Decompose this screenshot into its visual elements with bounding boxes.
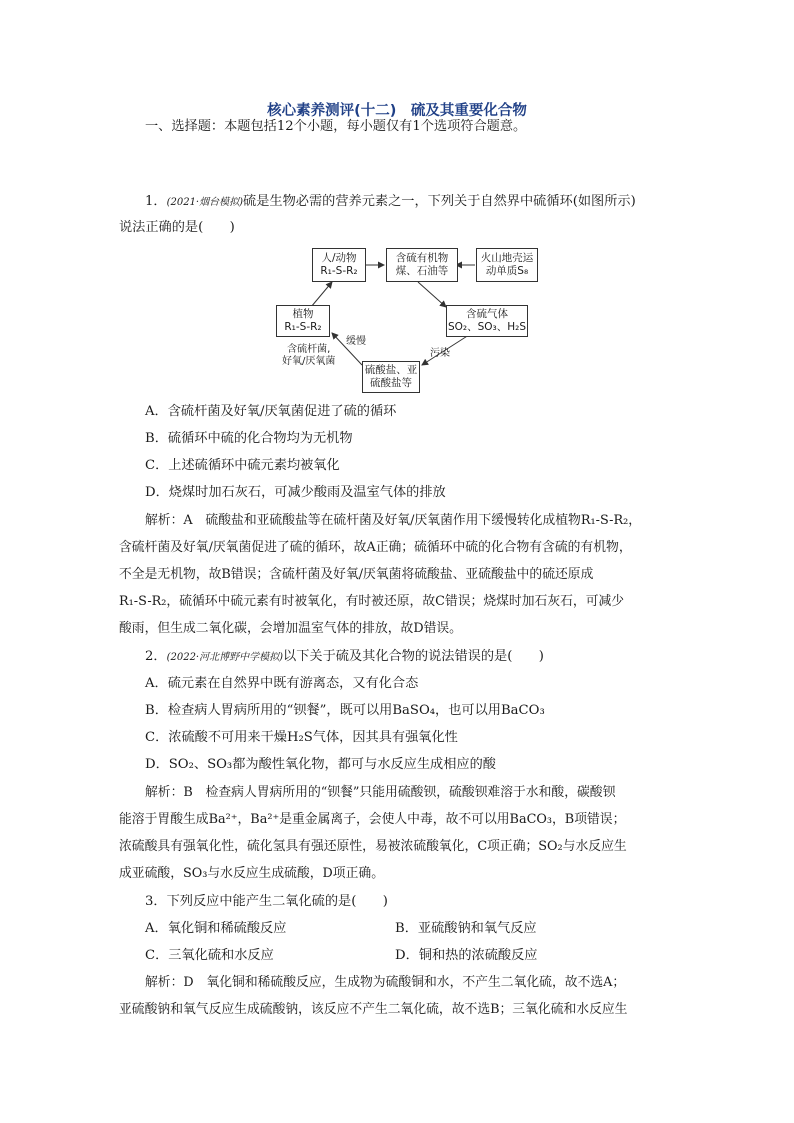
q1-option-d: D．烧煤时加石灰石，可减少酸雨及温室气体的排放 — [145, 485, 446, 500]
q2-option-c: C．浓硫酸不可用来干燥H₂S气体，因其具有强氧化性 — [145, 730, 458, 745]
q1-option-b: B．硫循环中硫的化合物均为无机物 — [145, 431, 353, 446]
node-volcano-label: 火山地壳运 — [480, 252, 534, 264]
q1-number: 1． — [145, 194, 167, 209]
q2-option-a: A．硫元素在自然界中既有游离态，又有化合态 — [145, 676, 419, 691]
node-animals-formula: R₁-S-R₂ — [320, 265, 358, 277]
node-plants — [276, 305, 330, 337]
node-gas — [446, 305, 528, 337]
q1-stem — [145, 193, 636, 212]
label-slow: 缓慢 — [346, 336, 366, 347]
q2-source: (2022·河北博野中学模拟) — [166, 652, 284, 663]
node-salts — [362, 361, 420, 393]
page-title: 核心素养测评(十二) 硫及其重要化合物 — [267, 103, 527, 119]
node-gas-formulas: SO₂、SO₃、H₂S — [447, 321, 527, 333]
q2-option-d: D．SO₂、SO₃都为酸性氧化物，都可与水反应生成相应的酸 — [145, 757, 496, 772]
q3-option-b: B．亚硫酸钠和氧气反应 — [395, 921, 537, 936]
node-salts-line2: 硫酸盐等 — [370, 377, 412, 389]
node-volcano — [476, 248, 538, 282]
q1-stem-text: 硫是生物必需的营养元素之一，下列关于自然界中硫循环(如图所示) — [243, 194, 636, 209]
q2-analysis-line2: 能溶于胃酸生成Ba²⁺，Ba²⁺是重金属离子，会使人中毒，故不可以用BaCO₃，B项错误； — [119, 812, 626, 827]
q3-option-c: C．三氧化硫和水反应 — [145, 948, 274, 963]
q2-stem-text: 以下关于硫及其化合物的说法错误的是( ) — [283, 649, 544, 664]
q3-option-a: A．氧化铜和稀硫酸反应 — [145, 921, 287, 936]
node-organic — [386, 248, 458, 282]
node-animals — [312, 248, 366, 282]
section-heading: 一、选择题：本题包括12个小题，每小题仅有1个选项符合题意。 — [145, 119, 527, 134]
q3-stem: 3．下列反应中能产生二氧化硫的是( ) — [145, 894, 388, 909]
node-salts-line1: 硫酸盐、亚 — [364, 364, 418, 376]
q1-analysis-line1: 解析：A 硫酸盐和亚硫酸盐等在硫杆菌及好氧/厌氧菌作用下缓慢转化成植物R₁-S-R₂， — [145, 513, 642, 528]
sulfur-cycle-diagram — [270, 245, 540, 395]
q3-analysis-line1: 解析：D 氧化铜和稀硫酸反应，生成物为硫酸铜和水，不产生二氧化硫，故不选A； — [145, 975, 626, 990]
q1-analysis-line5: 酸雨，但生成二氧化碳，会增加温室气体的排放，故D错误。 — [119, 621, 462, 636]
label-bacteria — [282, 344, 335, 368]
node-animals-label: 人/动物 — [321, 252, 357, 264]
q1-stem-cont: 说法正确的是( ) — [119, 220, 235, 235]
q2-number: 2． — [145, 649, 167, 664]
node-organic-label: 含硫有机物 — [395, 252, 449, 264]
q2-option-b: B．检查病人胃病所用的“钡餐”，既可以用BaSO₄，也可以用BaCO₃ — [145, 703, 545, 718]
arrow-organic-to-gas — [418, 282, 446, 307]
q3-analysis-line2: 亚硫酸钠和氧气反应生成硫酸钠，该反应不产生二氧化硫，故不选B；三氧化硫和水反应生 — [119, 1002, 628, 1017]
node-volcano-detail: 动单质S₈ — [485, 265, 529, 277]
node-plants-label: 植物 — [292, 308, 314, 320]
label-pollution: 污染 — [430, 348, 450, 359]
label-bacteria-line2: 好氧/厌氧菌 — [282, 356, 336, 367]
q2-analysis-line3: 浓硫酸具有强氧化性，硫化氢具有强还原性，易被浓硫酸氧化，C项正确；SO₂与水反应生 — [119, 839, 627, 854]
q3-option-d: D．铜和热的浓硫酸反应 — [395, 948, 538, 963]
q1-option-a: A．含硫杆菌及好氧/厌氧菌促进了硫的循环 — [145, 404, 397, 419]
q1-option-c: C．上述硫循环中硫元素均被氧化 — [145, 458, 340, 473]
q1-analysis-line3: 不全是无机物，故B错误；含硫杆菌及好氧/厌氧菌将硫酸盐、亚硫酸盐中的硫还原成 — [119, 567, 594, 582]
arrow-plants-to-animals — [311, 282, 332, 307]
node-organic-examples: 煤、石油等 — [395, 265, 449, 277]
q1-analysis-line4: R₁-S-R₂，硫循环中硫元素有时被氧化，有时被还原，故C错误；烧煤时加石灰石，可减少 — [119, 594, 625, 609]
q1-analysis-line2: 含硫杆菌及好氧/厌氧菌促进了硫的循环，故A正确；硫循环中硫的化合物有含硫的有机物， — [119, 540, 632, 555]
q2-stem — [145, 648, 544, 667]
q1-source: (2021·烟台模拟) — [166, 197, 244, 208]
label-bacteria-line1: 含硫杆菌, — [287, 344, 331, 355]
q2-analysis-line1: 解析：B 检查病人胃病所用的“钡餐”只能用硫酸钡，硫酸钡难溶于水和酸，碳酸钡 — [145, 785, 616, 800]
q2-analysis-line4: 成亚硫酸，SO₃与水反应生成硫酸，D项正确。 — [119, 866, 384, 881]
node-plants-formula: R₁-S-R₂ — [284, 321, 322, 333]
node-gas-label: 含硫气体 — [466, 308, 508, 320]
